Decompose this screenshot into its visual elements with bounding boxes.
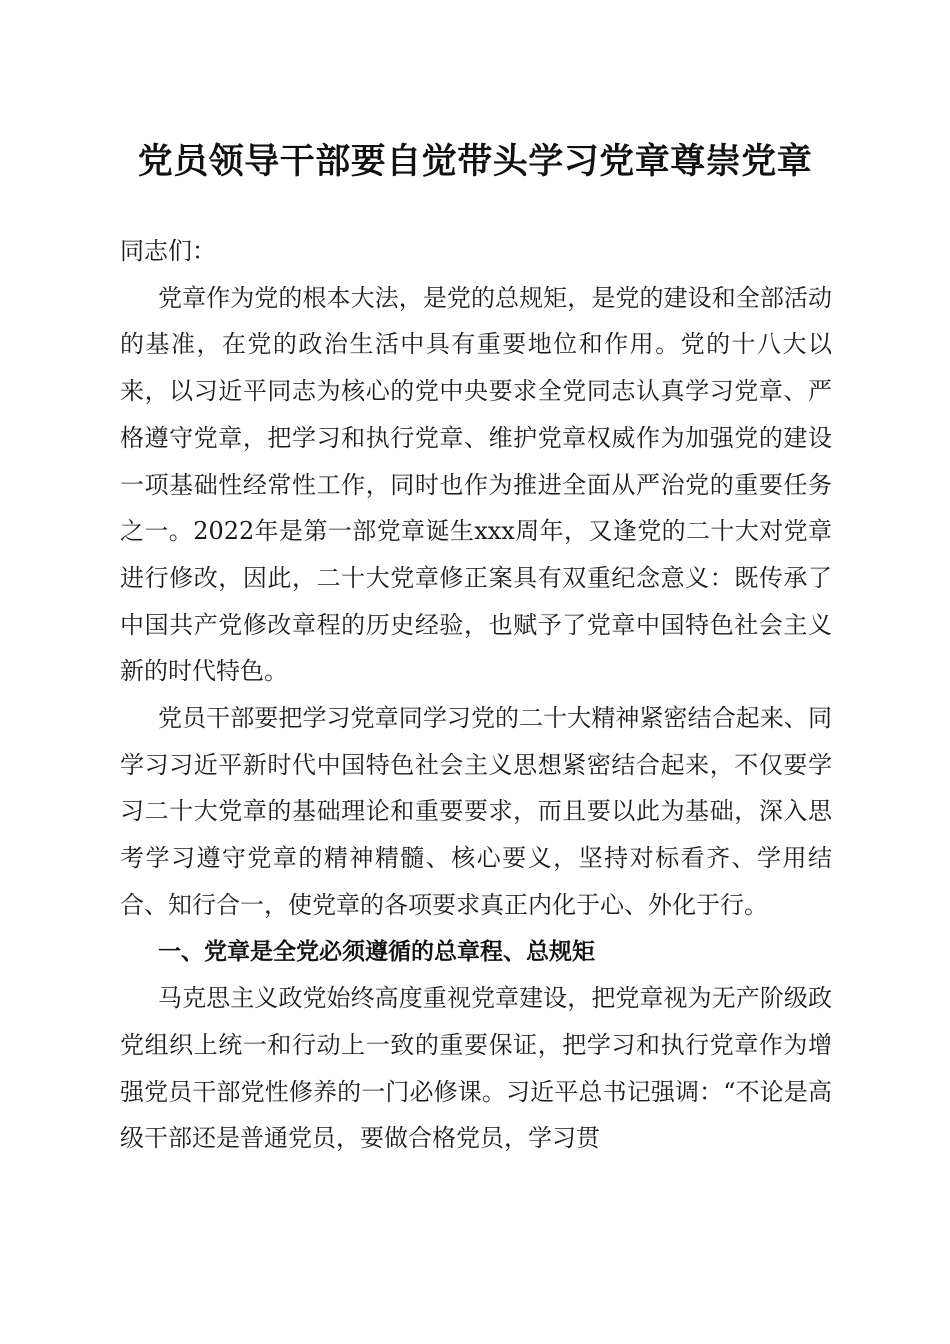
- section-1-paragraph: 马克思主义政党始终高度重视党章建设，把党章视为无产阶级政党组织上统一和行动上一致的重要保证，把学习和执行党章作为增强党员干部党性修养的一门必修课。习近平总书记强调：“不论是高级干部还是普通党员，要做合格党员，学习贯: [120, 984, 832, 1153]
- document-body: [120, 228, 832, 1162]
- paragraph-study-requirements: 党员干部要把学习党章同学习党的二十大精神紧密结合起来、同学习习近平新时代中国特色社会主义思想紧密结合起来，不仅要学习二十大党章的基础理论和重要要求，而且要以此为基础，深入思考学习遵守党章的精神精髓、核心要义，坚持对标看齐、学用结合、知行合一，使党章的各项要求真正内化于心、外化于行。: [120, 704, 832, 919]
- section-heading-1: 一、党章是全党必须遵循的总章程、总规矩: [158, 938, 595, 965]
- salutation: 同志们：: [120, 237, 216, 265]
- document-title: 党员领导干部要自觉带头学习党章尊崇党章: [137, 141, 813, 182]
- paragraph-intro: 党章作为党的根本大法，是党的总规矩，是党的建设和全部活动的基准，在党的政治生活中具有重要地位和作用。党的十八大以来，以习近平同志为核心的党中央要求全党同志认真学习党章、严格遵守党章，把学习和执行党章、维护党章权威作为加强党的建设一项基础性经常性工作，同时也作为推进全面从严治党的重要任务之一。2022年是第一部党章诞生xxx周年，又逢党的二十大对党章进行修改，因此，二十大党章修正案具有双重纪念意义：既传承了中国共产党修改章程的历史经验，也赋予了党章中国特色社会主义新的时代特色。: [120, 283, 832, 686]
